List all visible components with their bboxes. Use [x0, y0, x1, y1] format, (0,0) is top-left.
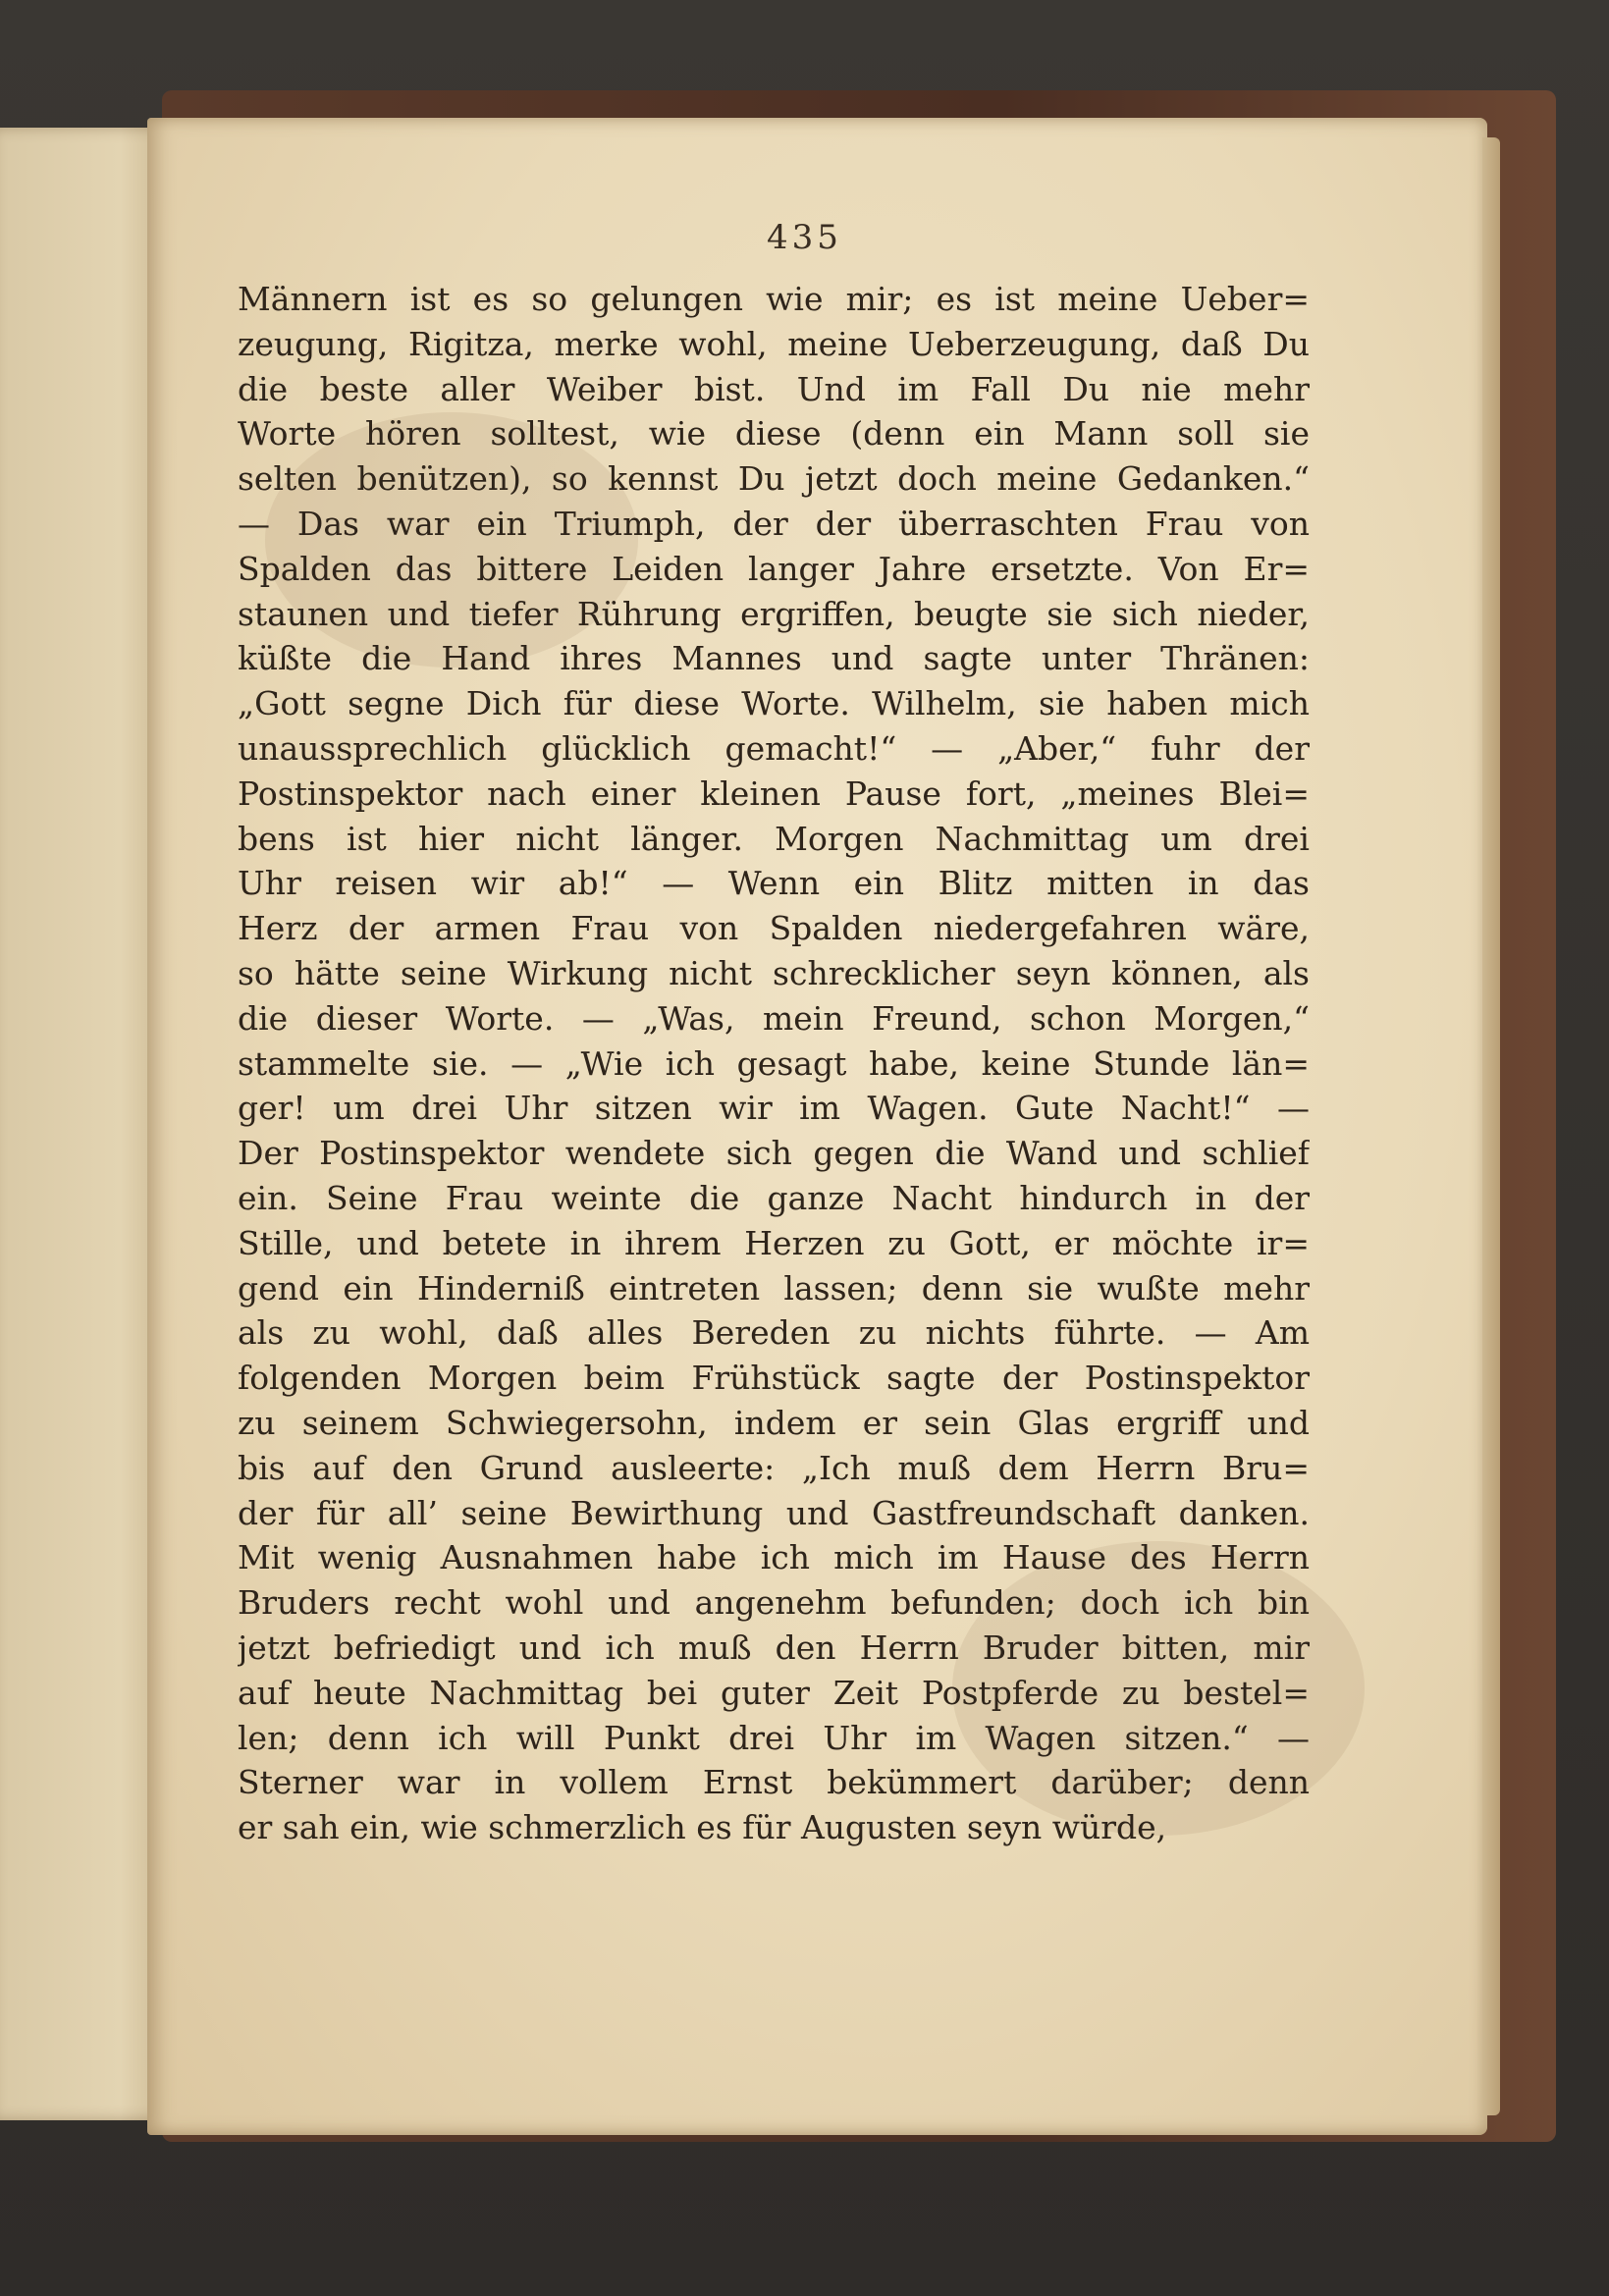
text-line: len; denn ich will Punkt drei Uhr im Wagen sitzen.“ — [238, 1718, 1310, 1757]
text-line: Herz der armen Frau von Spalden niedergefahren wäre, [238, 909, 1310, 948]
text-line: Uhr reisen wir ab!“ — Wenn ein Blitz mitten in das [238, 864, 1310, 903]
text-line: jetzt befriedigt und ich muß den Herrn Bruder bitten, mir [238, 1628, 1310, 1667]
text-line: zeugung, Rigitza, merke wohl, meine Ueberzeugung, daß Du [238, 324, 1310, 363]
text-line: Sterner war in vollem Ernst bekümmert darüber; denn [238, 1763, 1310, 1802]
text-line: staunen und tiefer Rührung ergriffen, beugte sie sich nieder, [238, 594, 1310, 633]
text-line: Bruders recht wohl und angenehm befunden; doch ich bin [238, 1583, 1310, 1623]
text-line: er sah ein, wie schmerzlich es für Augusten seyn würde, [238, 1808, 1167, 1847]
text-line: ger! um drei Uhr sitzen wir im Wagen. Gute Nacht!“ — [238, 1089, 1310, 1128]
text-line: „Gott segne Dich für diese Worte. Wilhelm, sie haben mich [238, 684, 1310, 723]
text-line: Stille, und betete in ihrem Herzen zu Gott, er möchte ir= [238, 1223, 1310, 1262]
page-fore-edge [1482, 137, 1500, 2115]
text-line: zu seinem Schwiegersohn, indem er sein Glas ergriff und [238, 1403, 1310, 1442]
text-line: Der Postinspektor wendete sich gegen die Wand und schlief [238, 1134, 1310, 1173]
text-line: die dieser Worte. — „Was, mein Freund, schon Morgen,“ [238, 998, 1310, 1038]
text-line: unaussprechlich glücklich gemacht!“ — „Aber,“ fuhr der [238, 728, 1310, 768]
text-line: — Das war ein Triumph, der der überraschten Frau von [238, 504, 1310, 543]
text-line: küßte die Hand ihres Mannes und sagte unter Thränen: [238, 639, 1310, 678]
text-line: selten benützen), so kennst Du jetzt doch meine Gedanken.“ [238, 459, 1310, 499]
page-number: 435 [767, 218, 842, 257]
text-line: gend ein Hinderniß eintreten lassen; denn sie wußte mehr [238, 1268, 1310, 1308]
text-line: so hätte seine Wirkung nicht schrecklicher seyn können, als [238, 953, 1310, 992]
left-page-edge [0, 128, 172, 2120]
text-line: Männern ist es so gelungen wie mir; es ist meine Ueber= [238, 280, 1310, 318]
body-text [238, 277, 1310, 1850]
text-line: bens ist hier nicht länger. Morgen Nachmittag um drei [238, 819, 1310, 858]
text-line: Postinspektor nach einer kleinen Pause fort, „meines Blei= [238, 774, 1310, 813]
text-line: folgenden Morgen beim Frühstück sagte der Postinspektor [238, 1359, 1310, 1398]
text-line: die beste aller Weiber bist. Und im Fall Du nie mehr [238, 369, 1310, 408]
text-line: auf heute Nachmittag bei guter Zeit Postpferde zu bestel= [238, 1673, 1310, 1712]
text-line: stammelte sie. — „Wie ich gesagt habe, keine Stunde län= [238, 1043, 1310, 1083]
text-line: als zu wohl, daß alles Bereden zu nichts führte. — Am [238, 1313, 1310, 1353]
text-line: Spalden das bittere Leiden langer Jahre ersetzte. Von Er= [238, 549, 1310, 588]
text-line: bis auf den Grund ausleerte: „Ich muß dem Herrn Bru= [238, 1448, 1310, 1487]
text-line: der für all’ seine Bewirthung und Gastfreundschaft danken. [238, 1493, 1310, 1532]
text-line: Mit wenig Ausnahmen habe ich mich im Hause des Herrn [238, 1538, 1310, 1577]
text-line: Worte hören solltest, wie diese (denn ein Mann soll sie [238, 414, 1310, 454]
text-line: ein. Seine Frau weinte die ganze Nacht hindurch in der [238, 1178, 1310, 1217]
